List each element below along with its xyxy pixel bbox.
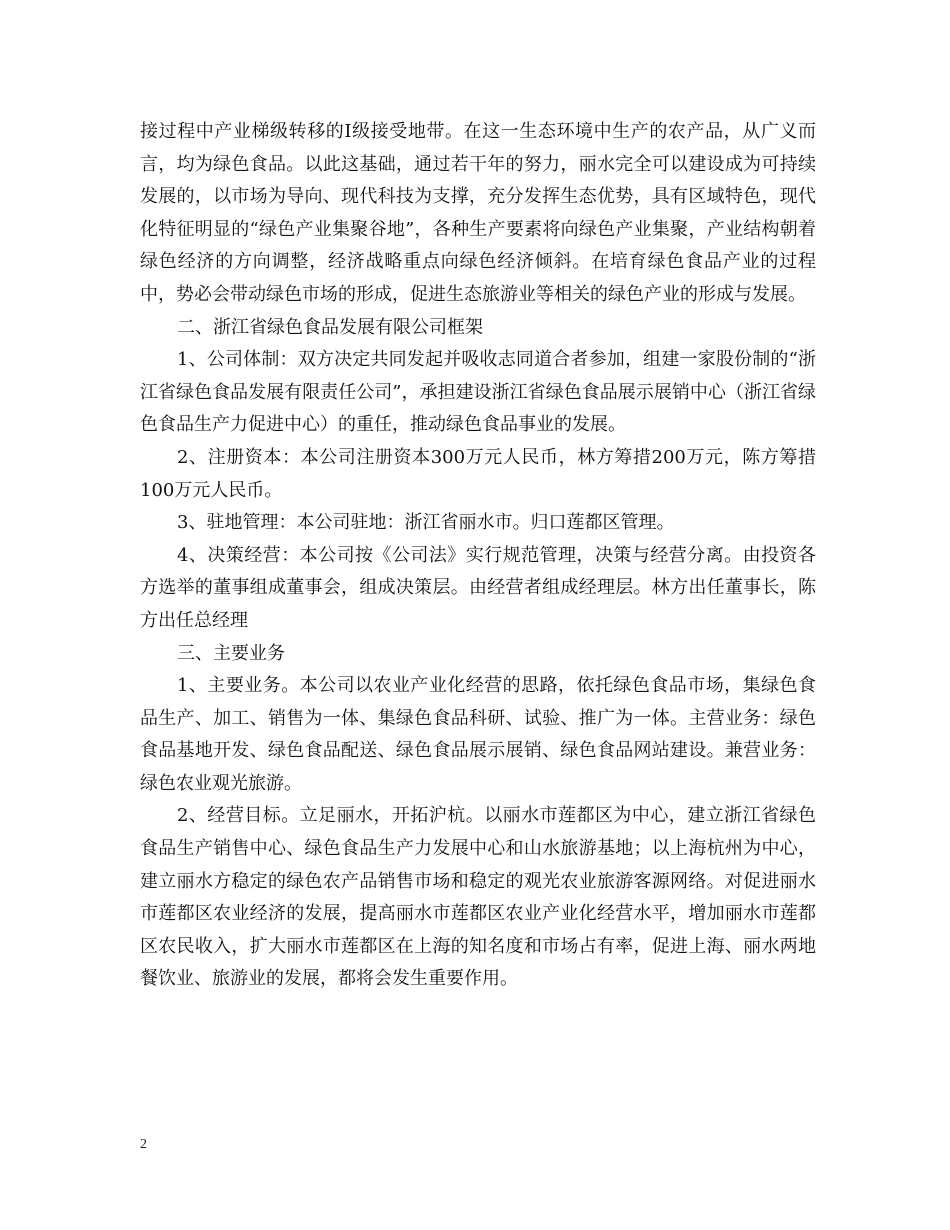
page-number: 2 [140,1137,147,1152]
document-body [140,116,816,996]
paragraph-business-goals: 2、经营目标。立足丽水，开拓沪杭。以丽水市莲都区为中心，建立浙江省绿色食品生产销售中心、绿色食品生产力发展中心和山水旅游基地；以上海杭州为中心，建立丽水方稳定的绿色农产品销售市场和稳定的观光农业旅游客源网络。对促进丽水市莲都区农业经济的发展，提高丽水市莲都区农业产业化经营水平，增加丽水市莲都区农民收入，扩大丽水市莲都区在上海的知名度和市场占有率，促进上海、丽水两地餐饮业、旅游业的发展，都将会发生重要作用。 [140,805,816,990]
paragraph-registered-capital: 2、注册资本：本公司注册资本300万元人民币，林方筹措200万元，陈方筹措100万元人民币。 [140,446,816,501]
paragraph-continuation: 接过程中产业梯级转移的Ⅰ级接受地带。在这一生态环境中生产的农产品，从广义而言，均为绿色食品。以此这基础，通过若干年的努力，丽水完全可以建设成为可持续发展的，以市场为导向、现代科技为支撑，充分发挥生态优势，具有区域特色，现代化特征明显的“绿色产业集聚谷地”，各种生产要素将向绿色产业集聚，产业结构朝着绿色经济的方向调整，经济战略重点向绿色经济倾斜。在培育绿色食品产业的过程中，势必会带动绿色市场的形成，促进生态旅游业等相关的绿色产业的形成与发展。 [140,121,816,305]
section-heading-main-business: 三、主要业务 [177,642,285,664]
paragraph-company-system: 1、公司体制：双方决定共同发起并吸收志同道合者参加，组建一家股份制的“浙江省绿色食品发展有限责任公司”，承担建设浙江省绿色食品展示展销中心（浙江省绿色食品生产力促进中心）的重任，推动绿色食品事业的发展。 [140,349,816,436]
paragraph-location-management: 3、驻地管理：本公司驻地：浙江省丽水市。归口莲都区管理。 [177,512,675,534]
section-heading-company-framework: 二、浙江省绿色食品发展有限公司框架 [177,316,483,338]
paragraph-decision-operation: 4、决策经营：本公司按《公司法》实行规范管理，决策与经营分离。由投资各方选举的董事组成董事会，组成决策层。由经营者组成经理层。林方出任董事长，陈方出任总经理 [140,544,816,631]
paragraph-main-business: 1、主要业务。本公司以农业产业化经营的思路，依托绿色食品市场，集绿色食品生产、加工、销售为一体、集绿色食品科研、试验、推广为一体。主营业务：绿色食品基地开发、绿色食品配送、绿色食品展示展销、绿色食品网站建设。兼营业务：绿色农业观光旅游。 [140,675,816,794]
